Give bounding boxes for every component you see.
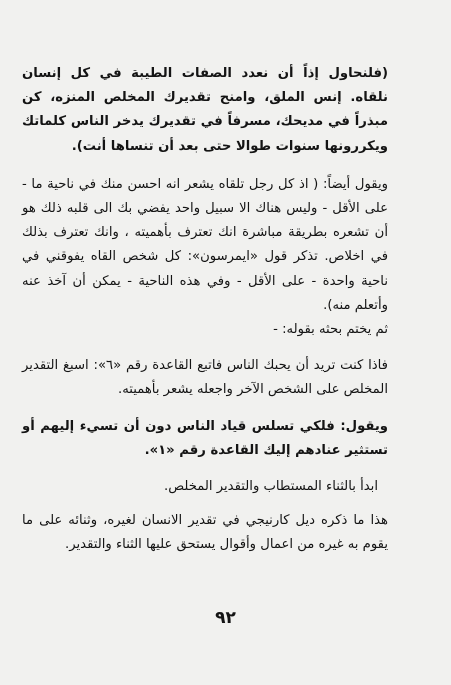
page-body: [22, 62, 388, 558]
paragraph-summary: هذا ما ذكره ديل كارنيجي في تقدير الانسان لغيره، وثنائه على ما يقوم به غيره من اعمال وأقوال يستحق عليها الثناء والتقدير.: [22, 513, 388, 553]
paragraph-emerson-quote: ويقول أيضاً: ( اذ كل رجل تلقاه يشعر انه احسن منك في ناحية ما - على الأقل - وليس هناك الا سبيل واحد يفضي بك الى قلبه ذلك هو أن تشعره بطريقة مباشرة انك تعترف بأهميته ، وانك تعترف بذلك في اخلاص. تذكر قول «ايمرسون»: كل شخص القاه يفوقني في ناحية واحدة - على الأقل - وفي هذه الناحية - يمكن أن آخذ عنه وأتعلم منه).: [22, 176, 388, 313]
paragraph-rule-six: فاذا كنت تريد أن يحبك الناس فاتبع القاعدة رقم «٦»: اسبغ التقدير المخلص على الشخص الآخر واجعله يشعر بأهميته.: [22, 358, 388, 398]
paragraph-concluding-intro: ثم يختم بحثه بقوله: -: [273, 322, 388, 338]
paragraph-begin-praise: ابدأ بالثناء المستطاب والتقدير المخلص.: [164, 479, 378, 495]
paragraph-rule-one: ويقول: فلكي تسلس قياد الناس دون أن تسيء إليهم أو تستثير عنادهم إليك القاعدة رقم «١».: [22, 418, 388, 458]
paragraph-quote-praise: (فلنحاول إذاً أن نعدد الصفات الطيبة في كل إنسان نلقاه. إنس الملق، وامنح تقديرك المخلص المنزه، كن مبذراً في مديحك، مسرفاً في تقديرك يدخر الناس كلماتك ويكررونها سنوات طوالا حتى بعد أن تنساها أنت).: [22, 66, 388, 154]
page-number: ٩٢: [215, 608, 236, 628]
